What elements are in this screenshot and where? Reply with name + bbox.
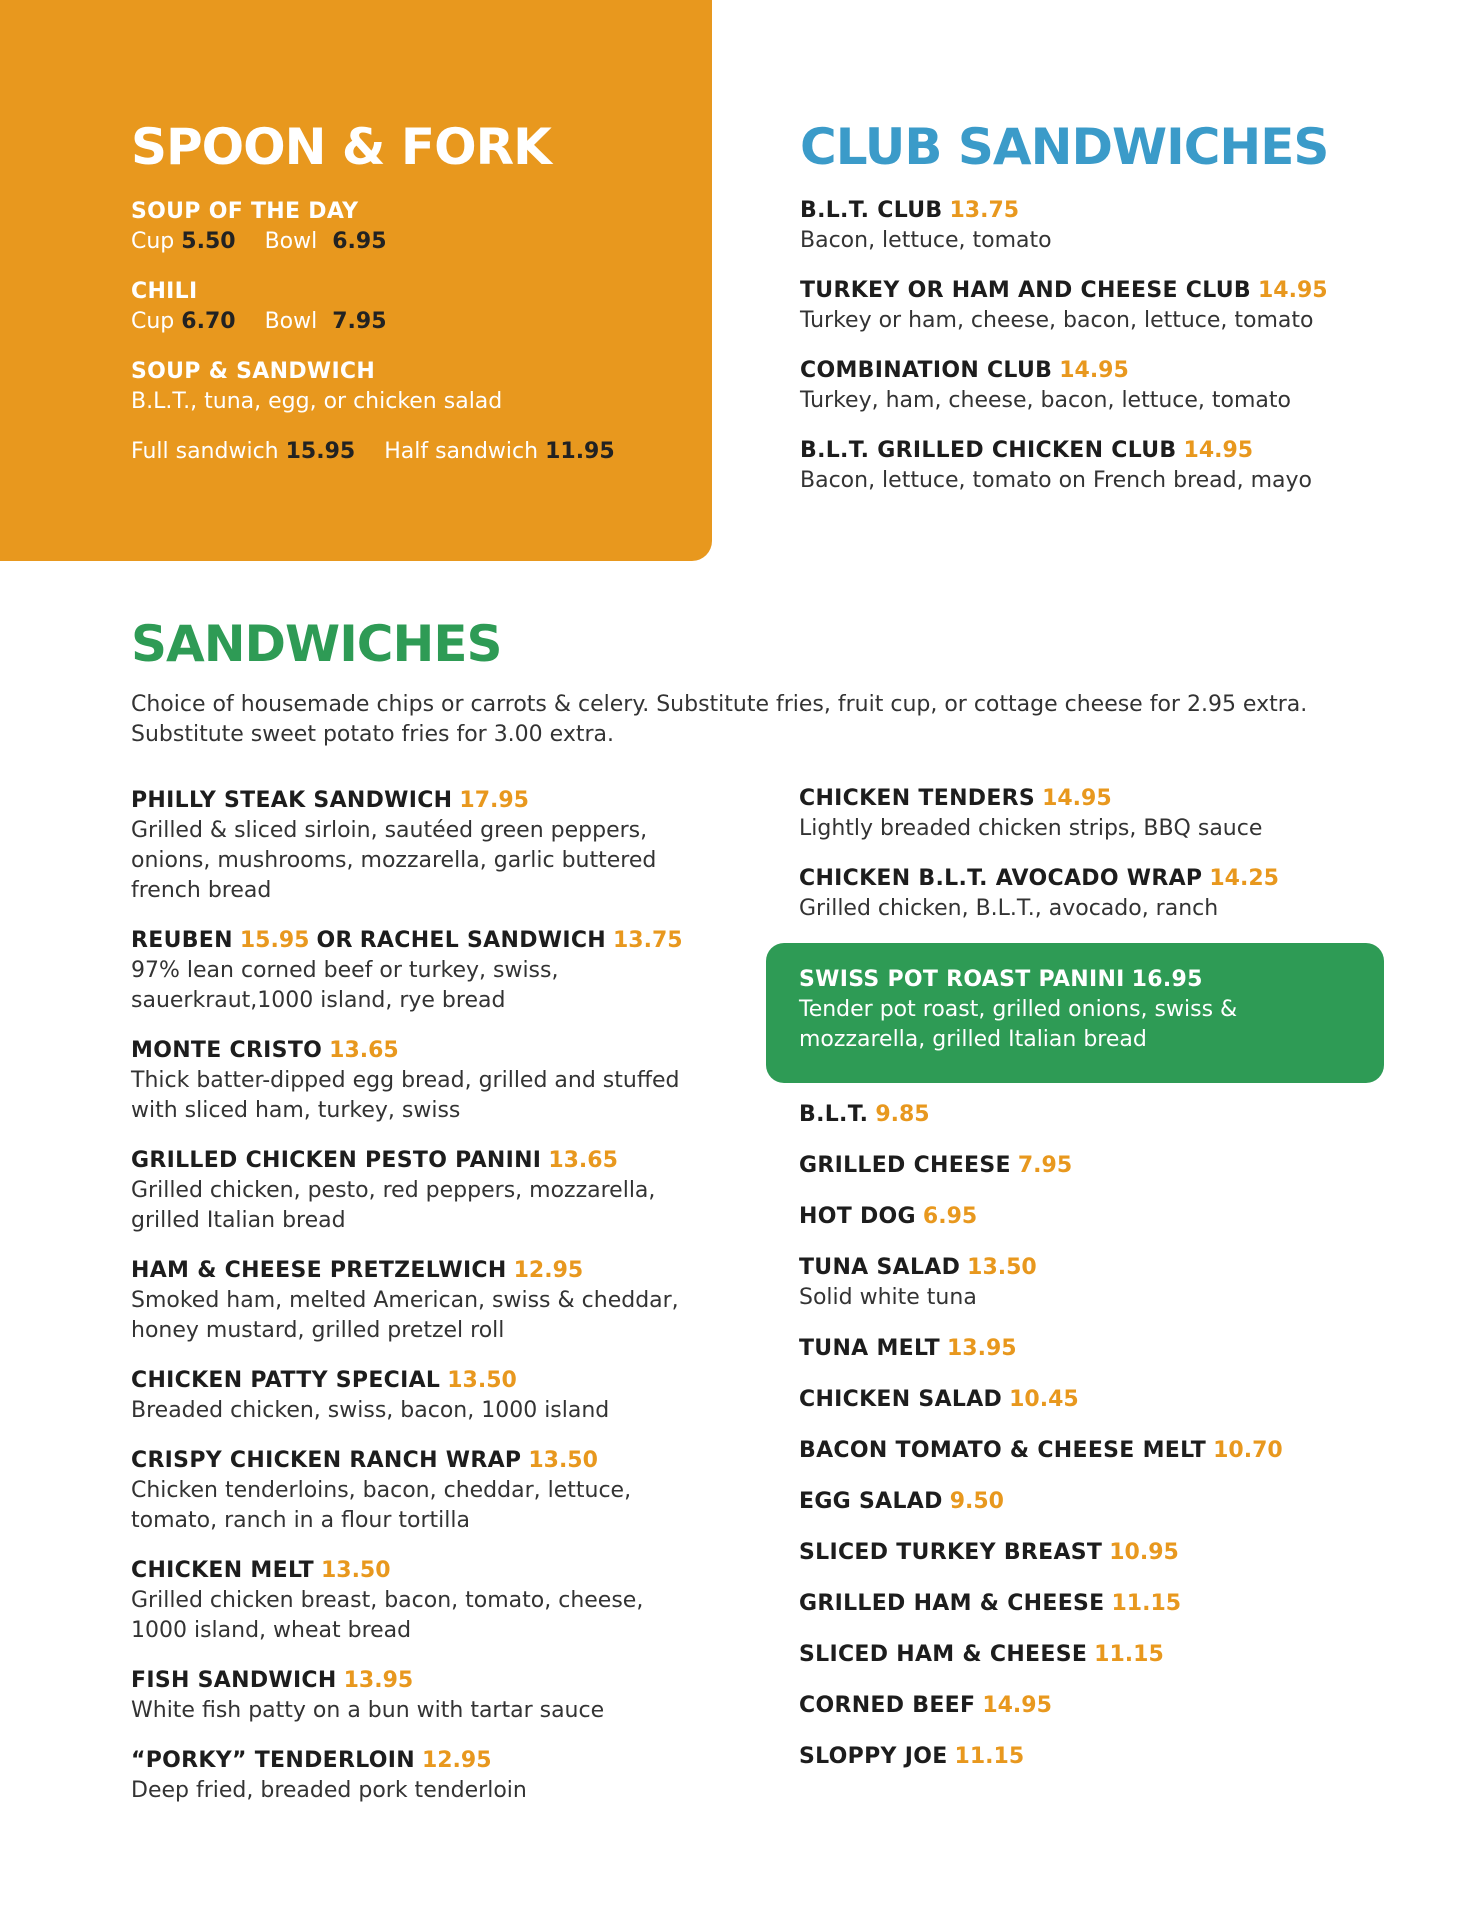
- menu-item: [799, 1253, 1399, 1313]
- menu-item: [799, 1100, 1399, 1130]
- full-price: 15.95: [285, 439, 356, 464]
- menu-item: [131, 1446, 691, 1536]
- item-price: 13.75: [949, 198, 1020, 223]
- item-desc: Lightly breaded chicken strips, BBQ sauce: [799, 816, 1263, 841]
- item-name: CHICKEN MELT: [131, 1558, 314, 1583]
- item-name: COMBINATION CLUB: [800, 358, 1053, 383]
- bowl-price: 6.95: [332, 229, 387, 254]
- spoon-fork-list: [131, 197, 615, 467]
- item-price: 14.95: [1258, 278, 1328, 303]
- item-price: 15.95: [239, 928, 310, 953]
- item-name: CHILI: [131, 279, 198, 304]
- menu-item: [800, 196, 1328, 256]
- item-name: SOUP & SANDWICH: [131, 359, 376, 384]
- item-name: CHICKEN SALAD: [799, 1387, 1003, 1412]
- item-name: REUBEN: [131, 928, 233, 953]
- item-price: 9.85: [875, 1102, 930, 1127]
- item-name: HOT DOG: [799, 1204, 916, 1229]
- sandwiches-title: SANDWICHES: [131, 615, 502, 673]
- featured-item-name: SWISS POT ROAST PANINI: [799, 967, 1125, 992]
- menu-item: [799, 1202, 1399, 1232]
- menu-item: [799, 784, 1399, 844]
- menu-item: [799, 864, 1399, 924]
- item-price: 11.15: [1094, 1642, 1164, 1667]
- item-price: 14.95: [1183, 438, 1254, 463]
- item-name: SLICED TURKEY BREAST: [799, 1540, 1103, 1565]
- bowl-price: 7.95: [332, 309, 387, 334]
- item-name: SOUP OF THE DAY: [131, 199, 359, 224]
- item-name: EGG SALAD: [799, 1489, 943, 1514]
- item-price: 14.95: [1042, 786, 1112, 811]
- item-name: TUNA MELT: [799, 1336, 940, 1361]
- item-price: 10.70: [1213, 1438, 1283, 1463]
- item-name: “PORKY” TENDERLOIN: [131, 1748, 415, 1773]
- cup-label: Cup: [131, 229, 175, 254]
- item-desc: Thick batter-dipped egg bread, grilled and stuffed with sliced ham, turkey, swiss: [131, 1068, 680, 1123]
- half-label: Half sandwich: [384, 439, 539, 464]
- item-desc: 97% lean corned beef or turkey, swiss, sauerkraut,1000 island, rye bread: [131, 958, 559, 1013]
- item-desc: Bacon, lettuce, tomato on French bread, mayo: [800, 468, 1313, 493]
- menu-item: [800, 276, 1328, 336]
- item-price: 11.15: [954, 1744, 1025, 1769]
- cup-price: 6.70: [181, 309, 236, 334]
- club-sandwiches-title: CLUB SANDWICHES: [800, 118, 1329, 176]
- item-name: MONTE CRISTO: [131, 1038, 323, 1063]
- item-price: 14.95: [1059, 358, 1129, 383]
- item-price: 13.50: [967, 1255, 1037, 1280]
- item-desc: Turkey, ham, cheese, bacon, lettuce, tomato: [800, 388, 1291, 413]
- item-desc: Turkey or ham, cheese, bacon, lettuce, tomato: [800, 308, 1314, 333]
- item-price: 10.45: [1009, 1387, 1079, 1412]
- item-name: PHILLY STEAK SANDWICH: [131, 788, 453, 813]
- sandwiches-intro: [131, 690, 1371, 750]
- intro-line: Choice of housemade chips or carrots & celery. Substitute fries, fruit cup, or cottage cheese for 2.95 extra.: [131, 692, 1308, 717]
- item-price: 14.95: [982, 1693, 1052, 1718]
- cup-label: Cup: [131, 309, 175, 334]
- menu-item: [799, 1334, 1399, 1364]
- item-name: CHICKEN PATTY SPECIAL: [131, 1368, 441, 1393]
- item-price: 6.95: [922, 1204, 978, 1229]
- menu-item-reuben-rachel: [131, 926, 691, 1016]
- item-name: B.L.T.: [799, 1102, 869, 1127]
- menu-item: [799, 1691, 1399, 1721]
- menu-item: [800, 356, 1328, 416]
- item-name: GRILLED CHICKEN PESTO PANINI: [131, 1148, 542, 1173]
- item-name: B.L.T. GRILLED CHICKEN CLUB: [800, 438, 1177, 463]
- menu-item: [131, 1556, 691, 1646]
- item-name: SLOPPY JOE: [799, 1744, 948, 1769]
- intro-line: Substitute sweet potato fries for 3.00 extra.: [131, 722, 614, 747]
- spoon-fork-title: SPOON & FORK: [131, 118, 551, 176]
- item-name: BACON TOMATO & CHEESE MELT: [799, 1438, 1207, 1463]
- item-name: GRILLED CHEESE: [799, 1153, 1011, 1178]
- soup-sandwich-prices: [131, 437, 615, 467]
- menu-item: [131, 1256, 691, 1346]
- chili: [131, 277, 615, 337]
- item-price: 12.95: [421, 1748, 492, 1773]
- menu-item: [131, 1746, 691, 1806]
- item-price: 13.95: [343, 1668, 414, 1693]
- menu-item: [131, 1366, 691, 1426]
- menu-item: [131, 1036, 691, 1126]
- featured-item-desc: Tender pot roast, grilled onions, swiss & mozzarella, grilled Italian bread: [799, 997, 1238, 1052]
- item-price: 13.95: [946, 1336, 1017, 1361]
- item-price: 12.95: [513, 1258, 584, 1283]
- sandwiches-right-column-bottom: [799, 1100, 1399, 1793]
- item-name: RACHEL SANDWICH: [359, 928, 606, 953]
- soup-of-the-day: [131, 197, 615, 257]
- club-list: [800, 196, 1328, 516]
- item-price: 13.50: [320, 1558, 391, 1583]
- item-price: 7.95: [1017, 1153, 1073, 1178]
- featured-item: [799, 965, 1369, 1055]
- sandwiches-right-column-top: [799, 784, 1399, 944]
- item-name: B.L.T. CLUB: [800, 198, 943, 223]
- item-desc: Deep fried, breaded pork tenderloin: [131, 1778, 527, 1803]
- item-name: SLICED HAM & CHEESE: [799, 1642, 1088, 1667]
- item-price: 13.50: [447, 1368, 517, 1393]
- item-name: TUNA SALAD: [799, 1255, 961, 1280]
- menu-item: [799, 1589, 1399, 1619]
- menu-item: [800, 436, 1328, 496]
- item-price: 13.75: [612, 928, 683, 953]
- item-price: 14.25: [1209, 866, 1279, 891]
- featured-item-box: [766, 943, 1384, 1083]
- item-name: HAM & CHEESE PRETZELWICH: [131, 1258, 507, 1283]
- sandwiches-left-column: [131, 786, 691, 1826]
- item-price: 10.95: [1109, 1540, 1179, 1565]
- half-price: 11.95: [545, 439, 615, 464]
- item-name: GRILLED HAM & CHEESE: [799, 1591, 1105, 1616]
- item-desc: Bacon, lettuce, tomato: [800, 228, 1052, 253]
- item-prices: [131, 227, 615, 257]
- item-name: TURKEY OR HAM AND CHEESE CLUB: [800, 278, 1251, 303]
- item-price: 9.50: [949, 1489, 1004, 1514]
- menu-item: [799, 1385, 1399, 1415]
- bowl-label: Bowl: [264, 309, 318, 334]
- item-price: 13.65: [548, 1148, 618, 1173]
- item-price: 13.65: [329, 1038, 399, 1063]
- featured-item-price: 16.95: [1131, 967, 1203, 992]
- item-price: 11.15: [1111, 1591, 1182, 1616]
- item-or: OR: [316, 928, 353, 953]
- menu-item: [799, 1640, 1399, 1670]
- item-desc: Grilled chicken, pesto, red peppers, mozzarella, grilled Italian bread: [131, 1178, 656, 1233]
- item-desc: Breaded chicken, swiss, bacon, 1000 island: [131, 1398, 610, 1423]
- cup-price: 5.50: [181, 229, 236, 254]
- item-desc: White fish patty on a bun with tartar sauce: [131, 1698, 605, 1723]
- item-desc: Grilled & sliced sirloin, sautéed green peppers, onions, mushrooms, mozzarella, garlic buttered french bread: [131, 818, 657, 903]
- item-desc: Chicken tenderloins, bacon, cheddar, lettuce, tomato, ranch in a flour tortilla: [131, 1478, 632, 1533]
- item-desc: Solid white tuna: [799, 1285, 977, 1310]
- menu-item: [131, 1666, 691, 1726]
- item-name: CHICKEN B.L.T. AVOCADO WRAP: [799, 866, 1203, 891]
- menu-item: [799, 1436, 1399, 1466]
- full-label: Full sandwich: [131, 439, 279, 464]
- item-name: CHICKEN TENDERS: [799, 786, 1036, 811]
- item-desc: Grilled chicken breast, bacon, tomato, cheese, 1000 island, wheat bread: [131, 1588, 644, 1643]
- menu-item: [131, 1146, 691, 1236]
- item-prices: [131, 307, 615, 337]
- item-desc: B.L.T., tuna, egg, or chicken salad: [131, 389, 503, 414]
- menu-item: [799, 1151, 1399, 1181]
- menu-item: [799, 1742, 1399, 1772]
- item-desc: Grilled chicken, B.L.T., avocado, ranch: [799, 896, 1219, 921]
- menu-item: [799, 1487, 1399, 1517]
- bowl-label: Bowl: [264, 229, 318, 254]
- item-desc: Smoked ham, melted American, swiss & cheddar, honey mustard, grilled pretzel roll: [131, 1288, 679, 1343]
- item-price: 17.95: [459, 788, 529, 813]
- item-name: CRISPY CHICKEN RANCH WRAP: [131, 1448, 522, 1473]
- item-name: CORNED BEEF: [799, 1693, 976, 1718]
- item-name: FISH SANDWICH: [131, 1668, 337, 1693]
- menu-item: [131, 786, 691, 906]
- menu-item: [799, 1538, 1399, 1568]
- item-price: 13.50: [528, 1448, 598, 1473]
- soup-and-sandwich: [131, 357, 615, 417]
